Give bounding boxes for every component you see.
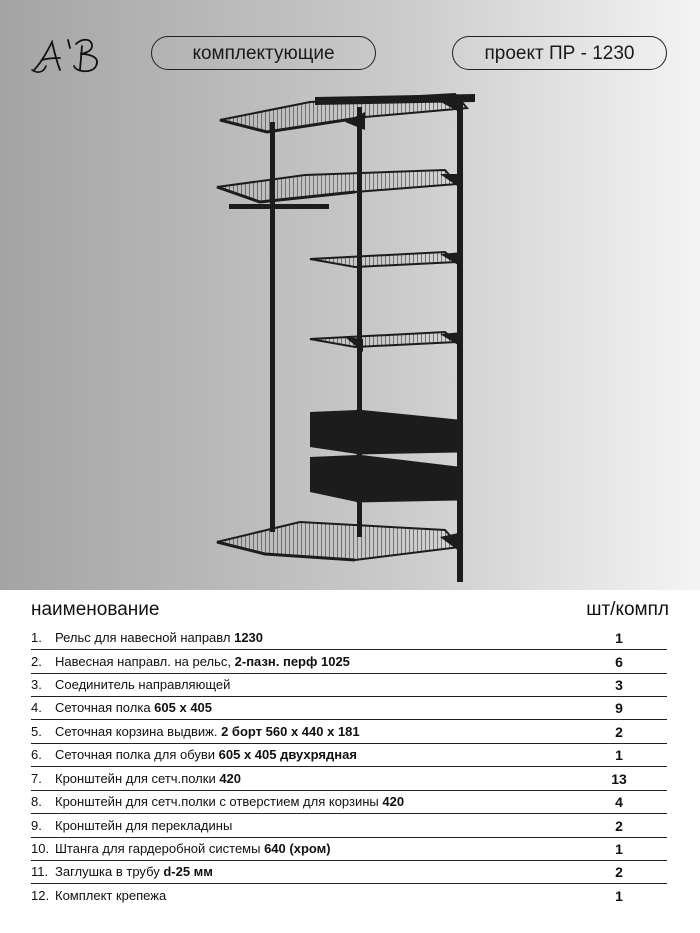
row-label: Сеточная полка 605 x 405 — [55, 700, 213, 715]
row-number: 10. — [31, 841, 50, 856]
wardrobe-system-illustration — [205, 82, 485, 582]
row-label: Сеточная корзина выдвиж. 2 борт 560 x 440 x 181 — [55, 724, 360, 739]
components-table — [0, 596, 700, 904]
table-row — [31, 767, 667, 791]
row-qty: 9 — [615, 700, 623, 716]
table-row — [31, 626, 667, 650]
table-row — [31, 860, 667, 884]
row-label: Штанга для гардеробной системы 640 (хром) — [55, 841, 331, 856]
row-qty: 1 — [615, 747, 623, 763]
row-number: 4. — [31, 700, 42, 715]
project-tag: проект ПР - 1230 — [452, 36, 667, 70]
row-qty: 13 — [611, 771, 627, 787]
row-number: 1. — [31, 630, 42, 645]
row-number: 3. — [31, 677, 42, 692]
row-number: 2. — [31, 654, 42, 669]
row-qty: 1 — [615, 888, 623, 904]
row-qty: 3 — [615, 677, 623, 693]
table-row — [31, 696, 667, 720]
row-label: Кронштейн для перекладины — [55, 818, 233, 833]
table-row — [31, 673, 667, 697]
row-label: Соединитель направляющей — [55, 677, 231, 692]
table-row — [31, 720, 667, 744]
row-qty: 1 — [615, 630, 623, 646]
brand-logo — [30, 36, 112, 76]
row-label: Комплект крепежа — [55, 888, 167, 903]
components-tag: комплектующие — [151, 36, 376, 70]
row-number: 5. — [31, 724, 42, 739]
table-row — [31, 884, 667, 907]
row-qty: 6 — [615, 654, 623, 670]
row-number: 11. — [31, 864, 49, 879]
table-row — [31, 814, 667, 838]
row-qty: 2 — [615, 724, 623, 740]
row-number: 7. — [31, 771, 42, 786]
column-name-header: наименование — [31, 599, 160, 620]
table-row — [31, 743, 667, 767]
row-qty: 4 — [615, 794, 623, 810]
row-label: Сеточная полка для обуви 605 x 405 двухрядная — [55, 747, 357, 762]
row-label: Рельс для навесной направл 1230 — [55, 630, 264, 645]
row-qty: 2 — [615, 864, 623, 880]
row-qty: 2 — [615, 818, 623, 834]
table-row — [31, 790, 667, 814]
table-header — [0, 596, 700, 626]
row-number: 8. — [31, 794, 42, 809]
row-label: Заглушка в трубу d-25 мм — [55, 864, 213, 879]
row-label: Навесная направл. на рельс, 2-пазн. перф 1025 — [55, 654, 350, 669]
column-qty-header: шт/компл — [586, 599, 669, 620]
row-number: 6. — [31, 747, 42, 762]
row-label: Кронштейн для сетч.полки 420 — [55, 771, 242, 786]
row-number: 9. — [31, 818, 42, 833]
row-label: Кронштейн для сетч.полки с отверстием для корзины 420 — [55, 794, 405, 809]
row-qty: 1 — [615, 841, 623, 857]
table-row — [31, 650, 667, 674]
table-row — [31, 837, 667, 861]
row-number: 12. — [31, 888, 50, 903]
